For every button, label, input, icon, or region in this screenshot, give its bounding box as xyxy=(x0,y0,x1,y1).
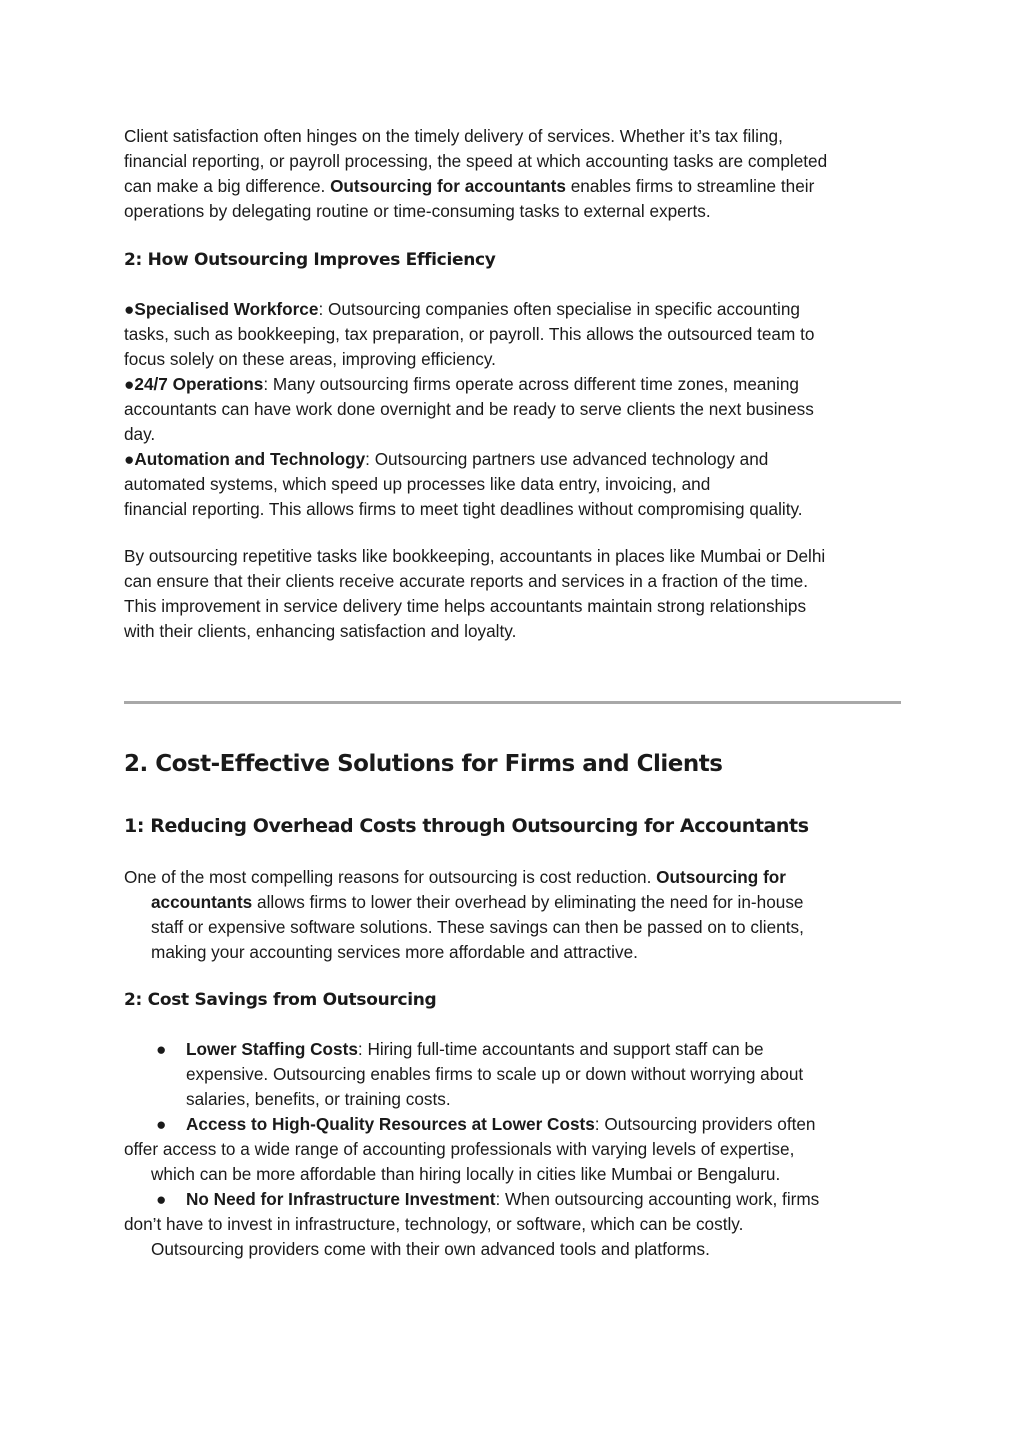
efficiency-list xyxy=(124,297,904,522)
text-span: : Hiring full-time accountants and support staff can be xyxy=(357,1039,764,1059)
bold-term: Outsourcing for accountants xyxy=(330,176,566,196)
bullet-icon: ● xyxy=(156,1039,167,1059)
text-span: : When outsourcing accounting work, firms xyxy=(495,1189,820,1209)
item-title: Lower Staffing Costs xyxy=(186,1039,358,1059)
text-line: Outsourcing providers come with their own advanced tools and platforms. xyxy=(151,1239,710,1259)
bold-term: Outsourcing for xyxy=(656,867,786,887)
text-line xyxy=(124,865,904,890)
text-span: : Outsourcing partners use advanced technology and xyxy=(365,449,769,469)
section-divider xyxy=(124,701,901,704)
cost-savings-list xyxy=(124,1037,904,1262)
text-line: offer access to a wide range of accounting professionals with varying levels of expertise, xyxy=(124,1139,795,1159)
text-line xyxy=(124,174,904,199)
text-line: operations by delegating routine or time-consuming tasks to external experts. xyxy=(124,201,711,221)
intro-paragraph xyxy=(124,124,904,224)
text-span: allows firms to lower their overhead by eliminating the need for in-house xyxy=(252,892,804,912)
text-line: Client satisfaction often hinges on the timely delivery of services. Whether it’s tax filing, xyxy=(124,126,783,146)
list-item xyxy=(124,1112,904,1137)
subsection-heading: 1: Reducing Overhead Costs through Outsourcing for Accountants xyxy=(124,815,809,837)
list-item xyxy=(124,447,904,472)
text-span: enables firms to streamline their xyxy=(565,176,815,196)
section-heading: 2. Cost-Effective Solutions for Firms and Clients xyxy=(124,751,723,777)
text-line: don’t have to invest in infrastructure, technology, or software, which can be costly. xyxy=(124,1214,744,1234)
text-span: can make a big difference. xyxy=(124,176,331,196)
text-line: This improvement in service delivery time helps accountants maintain strong relationships xyxy=(124,596,807,616)
text-line: which can be more affordable than hiring locally in cities like Mumbai or Bengaluru. xyxy=(151,1164,781,1184)
text-line: staff or expensive software solutions. These savings can then be passed on to clients, xyxy=(151,917,804,937)
text-span: : Outsourcing companies often specialise in specific accounting xyxy=(318,299,800,319)
item-title: Access to High-Quality Resources at Lower Costs xyxy=(186,1114,595,1134)
text-span: : Outsourcing providers often xyxy=(594,1114,816,1134)
item-title: ●24/7 Operations xyxy=(124,374,264,394)
text-line: tasks, such as bookkeeping, tax preparation, or payroll. This allows the outsourced team to xyxy=(124,324,815,344)
closing-paragraph xyxy=(124,544,904,644)
text-line: financial reporting, or payroll processing, the speed at which accounting tasks are completed xyxy=(124,151,828,171)
text-line: can ensure that their clients receive accurate reports and services in a fraction of the time. xyxy=(124,571,809,591)
item-title: ●Specialised Workforce xyxy=(124,299,319,319)
text-line xyxy=(124,890,904,915)
text-line: expensive. Outsourcing enables firms to scale up or down without worrying about xyxy=(186,1064,804,1084)
text-line: automated systems, which speed up processes like data entry, invoicing, and xyxy=(124,474,711,494)
list-item xyxy=(124,297,904,322)
bullet-icon: ● xyxy=(156,1114,167,1134)
overhead-paragraph xyxy=(124,865,904,965)
text-line: financial reporting. This allows firms to meet tight deadlines without compromising quality. xyxy=(124,499,803,519)
item-title: No Need for Infrastructure Investment xyxy=(186,1189,496,1209)
list-item xyxy=(124,1187,904,1212)
bold-term: accountants xyxy=(151,892,253,912)
text-line: making your accounting services more affordable and attractive. xyxy=(151,942,638,962)
text-line: accountants can have work done overnight and be ready to serve clients the next business xyxy=(124,399,814,419)
text-span: : Many outsourcing firms operate across different time zones, meaning xyxy=(263,374,799,394)
list-item xyxy=(124,372,904,397)
text-span: One of the most compelling reasons for outsourcing is cost reduction. xyxy=(124,867,657,887)
item-title: ●Automation and Technology xyxy=(124,449,366,469)
bullet-icon: ● xyxy=(156,1189,167,1209)
text-line: salaries, benefits, or training costs. xyxy=(186,1089,451,1109)
list-item xyxy=(124,1037,904,1062)
text-line: with their clients, enhancing satisfaction and loyalty. xyxy=(124,621,517,641)
text-line: day. xyxy=(124,424,156,444)
efficiency-heading: 2: How Outsourcing Improves Efficiency xyxy=(124,250,496,270)
text-line: By outsourcing repetitive tasks like bookkeeping, accountants in places like Mumbai or Delhi xyxy=(124,546,826,566)
text-line: focus solely on these areas, improving efficiency. xyxy=(124,349,496,369)
subsection-heading: 2: Cost Savings from Outsourcing xyxy=(124,990,437,1010)
